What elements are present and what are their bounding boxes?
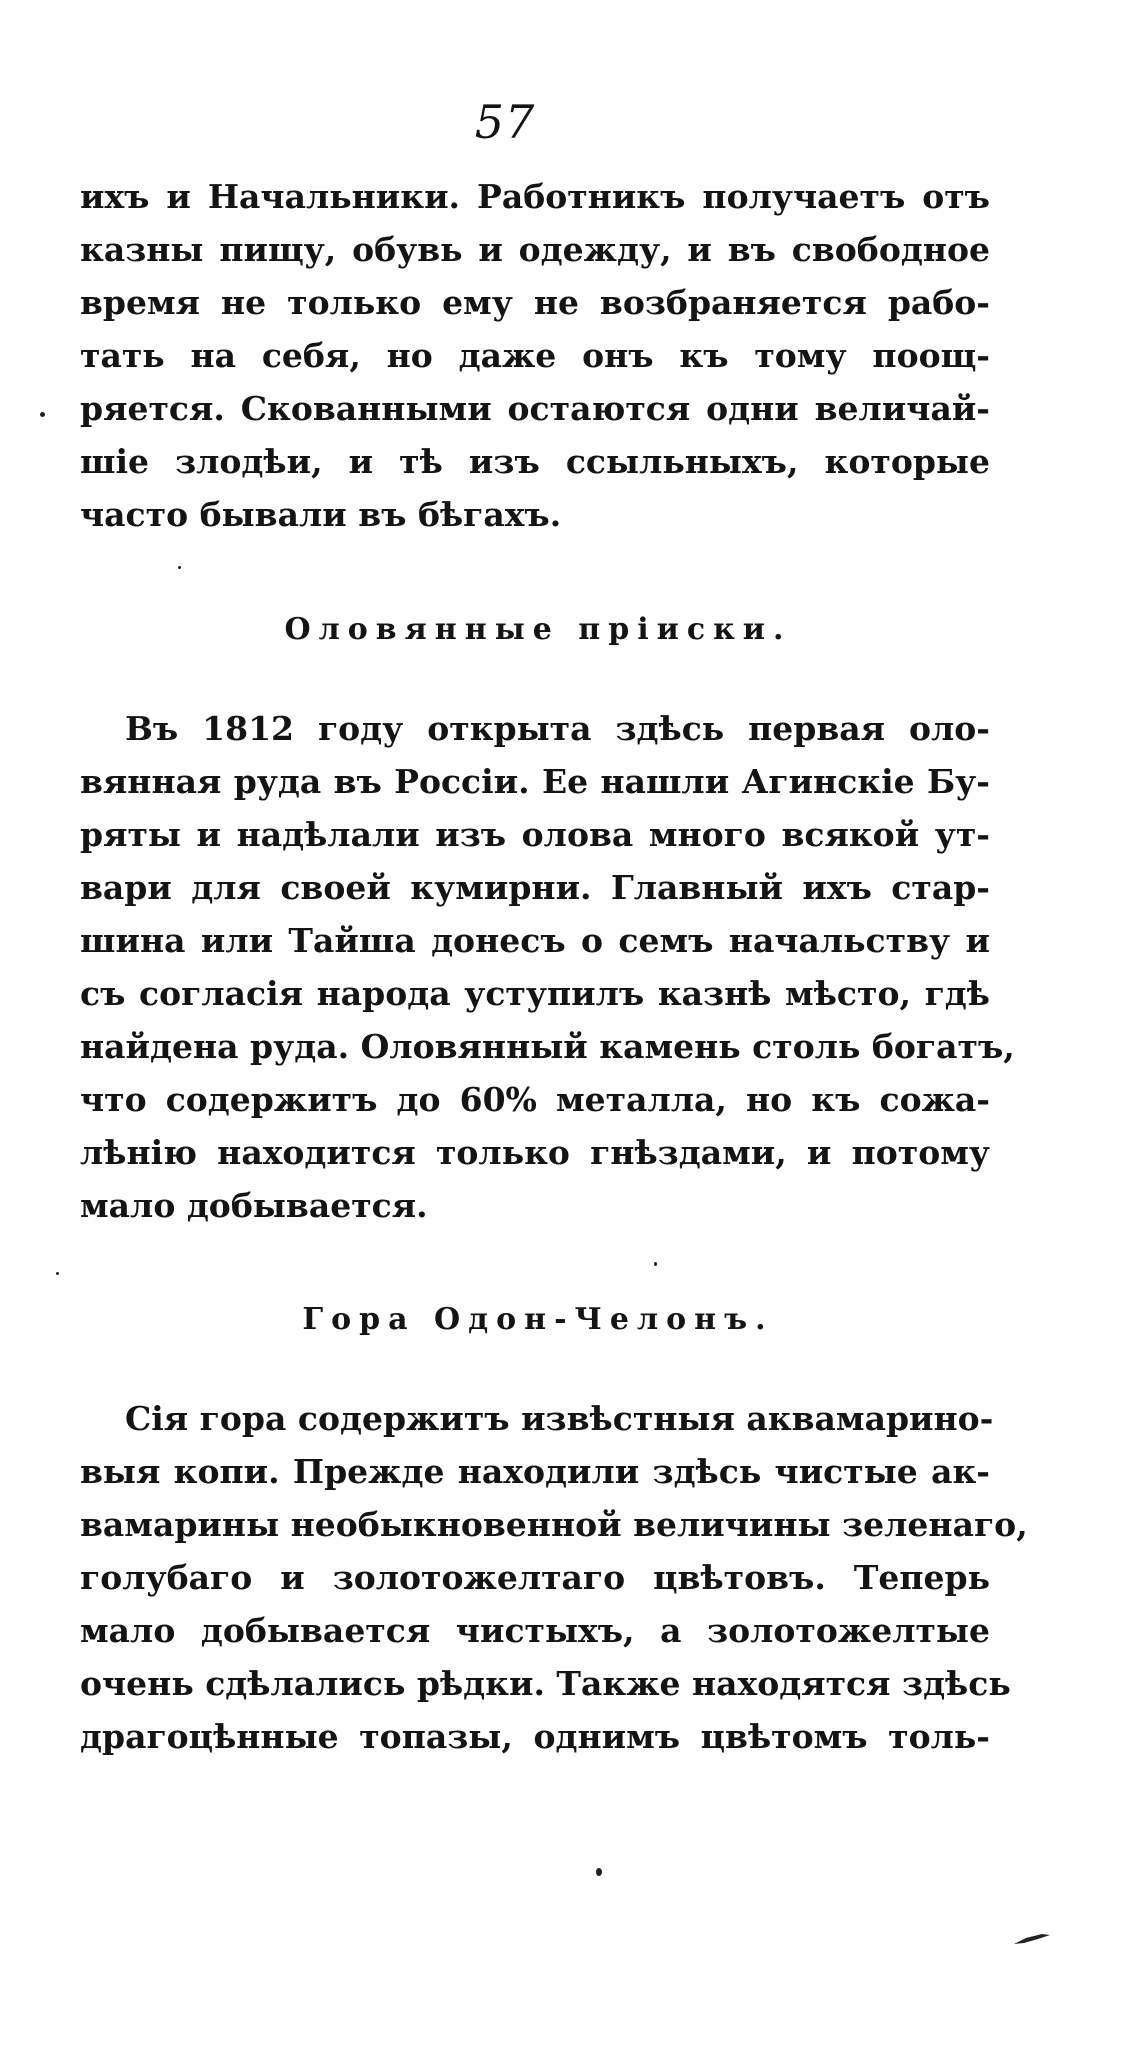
text-line: драгоцѣнные топазы, однимъ цвѣтомъ толь- — [80, 1717, 990, 1756]
text-line: очень сдѣлались рѣдки. Также находятся здѣсь — [80, 1664, 1011, 1703]
text-line: казны пищу, обувь и одежду, и въ свободное — [80, 230, 990, 269]
print-speck — [178, 566, 181, 569]
text-line: съ согласія народа уступилъ казнѣ мѣсто, гдѣ — [80, 974, 990, 1013]
text-line: вамарины необыкновенной величины зеленаго, — [80, 1505, 1028, 1544]
text-line: вари для своей кумирни. Главный ихъ стар- — [80, 868, 990, 907]
text-line: Въ 1812 году открыта здѣсь первая оло- — [125, 709, 990, 748]
text-line: выя копи. Прежде находили здѣсь чистые ак- — [80, 1452, 990, 1491]
text-line: мало добывается чистыхъ, а золотожелтые — [80, 1611, 990, 1650]
page-number: 57 — [474, 95, 536, 149]
section-heading-mountain: Гора Одон-Челонъ. — [302, 1302, 774, 1337]
text-line: Сія гора содержитъ извѣстныя аквамарино- — [125, 1399, 994, 1438]
text-line: ихъ и Начальники. Работникъ получаетъ отъ — [80, 177, 990, 216]
paragraph-workers — [80, 170, 990, 541]
text-line: вянная руда въ Россіи. Ее нашли Агинскіе Бу- — [80, 762, 990, 801]
text-line: ряется. Скованными остаются одни величай- — [80, 389, 990, 428]
text-line: что содержитъ до 60% металла, но къ сожа- — [80, 1080, 990, 1119]
print-speck — [56, 1272, 59, 1275]
print-speck — [654, 1262, 657, 1266]
ink-stain — [1012, 1932, 1052, 1946]
text-line: голубаго и золотожелтаго цвѣтовъ. Теперь — [80, 1558, 990, 1597]
text-line: ряты и надѣлали изъ олова много всякой ут- — [80, 815, 990, 854]
text-line: часто бывали въ бѣгахъ. — [80, 495, 562, 534]
text-line: шіе злодѣи, и тѣ изъ ссыльныхъ, которые — [80, 442, 990, 481]
text-line: шина или Тайша донесъ о семъ начальству и — [80, 921, 990, 960]
paragraph-tin-ore — [80, 702, 1015, 1232]
text-line: найдена руда. Оловянный камень столь богатъ, — [80, 1027, 1015, 1066]
text-line: мало добывается. — [80, 1186, 428, 1225]
text-line: тать на себя, но даже онъ къ тому поощ- — [80, 336, 990, 375]
print-speck — [40, 412, 45, 417]
paragraph-aquamarine — [80, 1392, 1028, 1763]
section-heading-tin-mines: Оловянные пріиски. — [284, 612, 792, 647]
print-speck — [596, 1868, 602, 1876]
text-line: лѣнію находится только гнѣздами, и потому — [80, 1133, 990, 1172]
text-line: время не только ему не возбраняется рабо- — [80, 283, 990, 322]
